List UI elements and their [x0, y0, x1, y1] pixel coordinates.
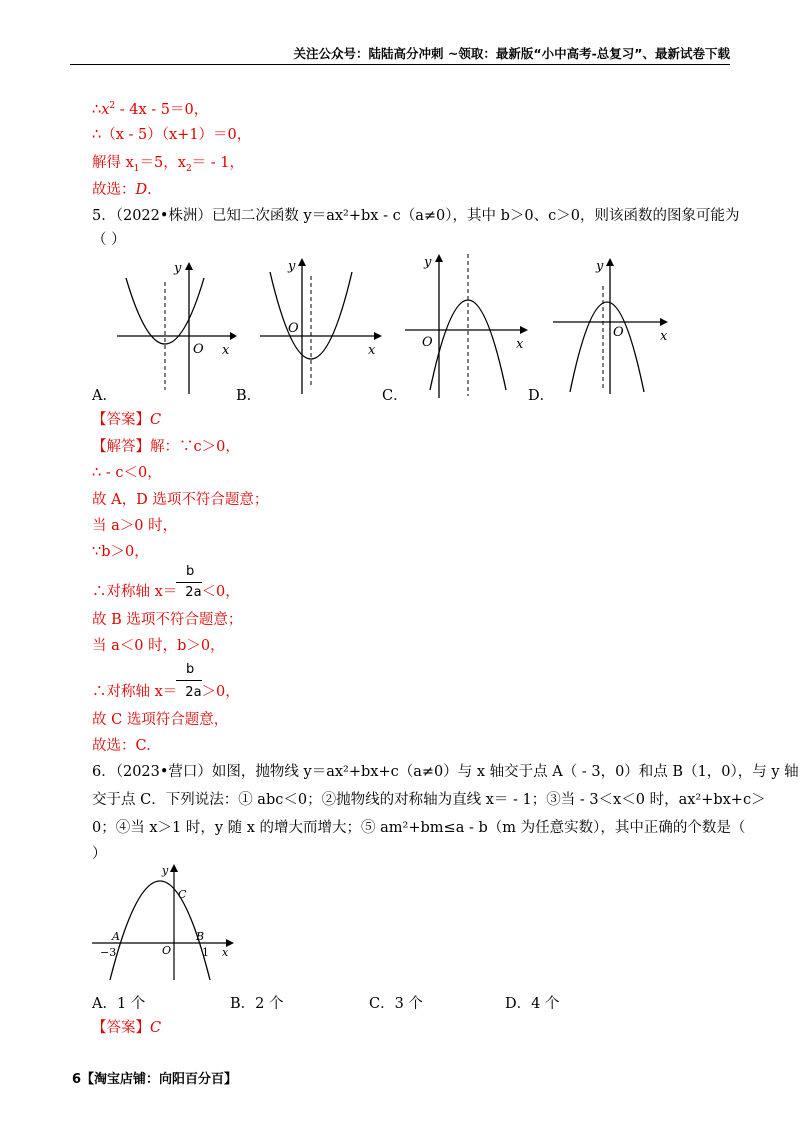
question-6-text: ）	[92, 846, 107, 862]
question-5-text: 5．（2022•株洲）已知二次函数 y＝ax²+bx - c（a≠0），其中 b＞0、c＞0，则该函数的图象可能为	[92, 208, 740, 224]
question-5-text: （ ）	[92, 232, 126, 248]
svg-text:x: x	[660, 329, 668, 344]
page-header: 关注公众号：陆陆高分冲刺 ~领取：最新版“小中高考-总复习”、最新试卷下载	[70, 44, 730, 65]
analysis-line: ∴对称轴 x＝ 2a＞0，	[92, 684, 240, 700]
analysis-line: 故 C 选项符合题意，	[92, 712, 229, 728]
svg-text:1: 1	[202, 946, 209, 959]
answer-5: 【答案】C	[92, 412, 162, 428]
analysis-line: ∵b＞0，	[92, 544, 149, 560]
svg-text:y: y	[288, 259, 296, 274]
svg-text:x: x	[368, 343, 376, 358]
question-6-text: 0；④当 x＞1 时，y 随 x 的增大而增大；⑤ am²+bm≤a - b（m 为任意实数），其中正确的个数是（	[92, 820, 746, 836]
svg-text:−3: −3	[100, 946, 117, 959]
analysis-line: ∴ - c＜0，	[92, 465, 162, 481]
page-number: 6	[72, 1072, 82, 1087]
fraction-bar	[176, 680, 202, 681]
svg-text:y: y	[174, 262, 182, 276]
svg-text:x: x	[222, 946, 229, 959]
option-d-label: D．	[528, 388, 555, 404]
analysis-line: 故 B 选项不符合题意；	[92, 612, 243, 628]
svg-text:A: A	[112, 930, 120, 943]
fraction-numerator: b	[186, 662, 195, 677]
figure-option-d	[550, 256, 675, 396]
solution-line: ∴（x - 5）（x+1）＝0，	[92, 127, 252, 143]
svg-text:O: O	[193, 342, 204, 357]
svg-text:O: O	[288, 321, 299, 336]
svg-text:O: O	[422, 335, 433, 350]
question-6-text: 6．（2023•营口）如图，抛物线 y＝ax²+bx+c（a≠0）与 x 轴交于点 A（ - 3，0）和点 B（1，0），与 y 轴	[92, 764, 799, 780]
svg-text:y: y	[162, 864, 169, 877]
fraction-numerator: b	[186, 564, 195, 579]
option-d: D．4 个	[505, 996, 560, 1012]
option-a-label: A．	[92, 388, 117, 404]
solution-line: 解得 $x_1=5$，$x_2= - 1$，	[92, 155, 245, 174]
svg-text:O: O	[613, 325, 624, 340]
svg-text:x: x	[222, 343, 230, 358]
figure-option-c	[402, 250, 532, 400]
analysis-line: 故 A，D 选项不符合题意；	[92, 492, 269, 508]
svg-text:y: y	[424, 255, 432, 270]
svg-text:O: O	[162, 944, 172, 957]
svg-text:B: B	[196, 930, 205, 943]
figure-question-6	[92, 862, 242, 982]
option-a: A．1 个	[92, 996, 146, 1012]
figure-option-a	[112, 262, 237, 397]
option-b: B．2 个	[230, 996, 284, 1012]
page-footer	[72, 1068, 237, 1087]
analysis-line: 当 a＞0 时，	[92, 518, 178, 534]
option-c-label: C．	[382, 388, 408, 404]
answer-6: 【答案】C	[92, 1020, 162, 1036]
question-6-text: 交于点 C．下列说法：① abc＜0；②抛物线的对称轴为直线 x＝ - 1；③当 - 3＜x＜0 时，ax²+bx+c＞	[92, 792, 766, 808]
svg-text:y: y	[596, 259, 604, 274]
figure-option-b	[258, 256, 383, 396]
option-c: C．3 个	[369, 996, 423, 1012]
svg-text:C: C	[178, 888, 187, 901]
svg-text:x: x	[516, 337, 524, 352]
analysis-line: 故选：C.	[92, 738, 151, 754]
analysis-line: 当 a＜0 时，b＞0，	[92, 638, 225, 654]
option-b-label: B．	[236, 388, 262, 404]
solution-line: $\therefore x^2 - 4x - 5=0$，	[92, 101, 209, 118]
analysis-line: 【解答】解：∵c＞0，	[92, 439, 240, 455]
footer-text: 【淘宝店铺：向阳百分百】	[81, 1072, 238, 1087]
analysis-line: ∴对称轴 x＝ 2a＜0，	[92, 584, 240, 600]
solution-line: 故选：D.	[92, 182, 152, 198]
